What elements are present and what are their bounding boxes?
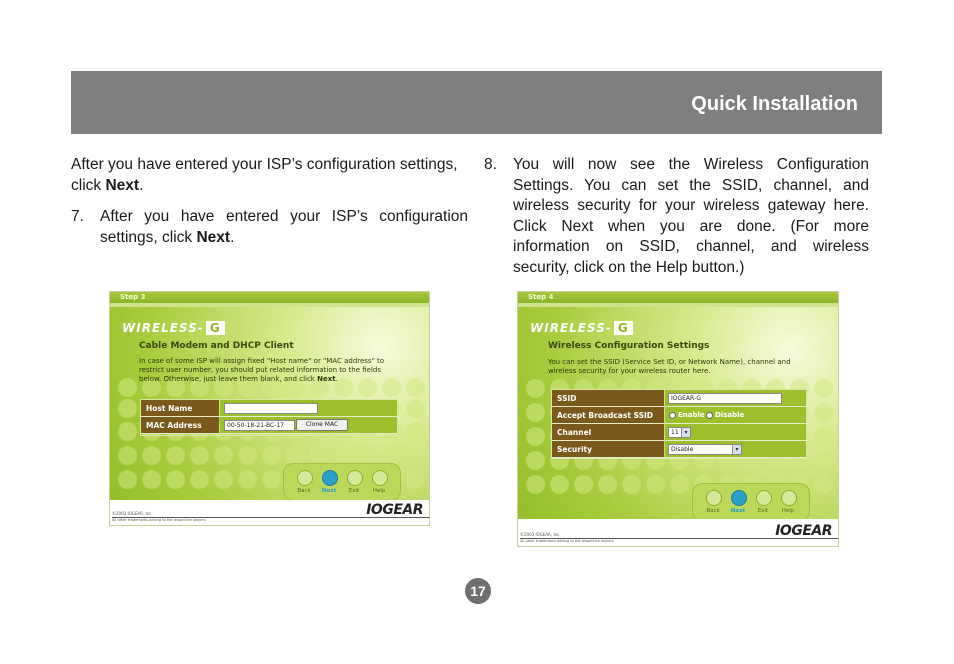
table-row xyxy=(141,400,397,417)
decorative-dot xyxy=(406,446,425,465)
wireless-g-logo: WIRELESS- G xyxy=(122,321,225,335)
field-label: SSID xyxy=(552,390,664,407)
copyright-text: ©2003 IOGEAR, Inc. xyxy=(112,511,153,516)
chevron-down-icon: ▾ xyxy=(681,428,690,437)
exit-button[interactable] xyxy=(347,470,363,486)
enable-radio[interactable]: Enable xyxy=(669,411,705,419)
decorative-dot xyxy=(190,446,209,465)
decorative-dot xyxy=(622,475,641,494)
right-column xyxy=(484,155,869,278)
decorative-dot xyxy=(526,379,545,398)
decorative-dot xyxy=(526,427,545,446)
decorative-dot xyxy=(214,470,233,489)
next-keyword: Next xyxy=(105,176,140,194)
table-row xyxy=(552,407,806,424)
section-description: You can set the SSID (Service Set ID, or Network Name), channel and wireless security for your wireless router here. xyxy=(548,358,791,375)
decorative-dot xyxy=(406,470,425,489)
decorative-dot xyxy=(526,451,545,470)
header-bar xyxy=(71,71,882,134)
channel-select[interactable]: 11 ▾ xyxy=(668,427,691,438)
step-label: Step 3 xyxy=(110,292,429,303)
decorative-dot xyxy=(670,475,689,494)
intro-paragraph: After you have entered your ISP’s configuration settings, click Next. xyxy=(71,156,458,194)
chevron-down-icon: ▾ xyxy=(732,445,741,454)
iogear-logo: IOGEAR xyxy=(366,502,423,518)
decorative-dot xyxy=(526,403,545,422)
decorative-dot xyxy=(214,446,233,465)
decorative-dot xyxy=(574,475,593,494)
list-item-7 xyxy=(71,207,468,248)
trademark-text: All other trademarks belong to the respective owners xyxy=(112,518,206,522)
iogear-logo: IOGEAR xyxy=(775,523,832,539)
step-label: Step 4 xyxy=(518,292,838,303)
section-description: In case of some ISP will assign fixed "Host name" or "MAC address" to restrict user number, you should put related information to the fields below. Otherwise, just leave them blank, and click Next. xyxy=(139,357,385,383)
table-row xyxy=(552,424,806,441)
screenshot-footer xyxy=(110,500,429,525)
exit-button[interactable] xyxy=(756,490,772,506)
settings-table xyxy=(140,399,398,436)
wizard-nav xyxy=(692,483,810,521)
help-button[interactable] xyxy=(781,490,797,506)
security-select[interactable]: Disable ▾ xyxy=(668,444,742,455)
decorative-dot xyxy=(646,475,665,494)
list-number: 8. xyxy=(484,156,497,173)
decorative-dot xyxy=(814,451,833,470)
decorative-dot xyxy=(118,446,137,465)
page-title: Quick Installation xyxy=(691,93,858,115)
mac-address-input[interactable]: 00-50-18-21-BC-17 xyxy=(224,420,295,431)
page-number: 17 xyxy=(465,578,491,604)
wireless-g-logo: WIRELESS- G xyxy=(530,321,633,335)
back-label: Back xyxy=(706,508,720,514)
decorative-dot xyxy=(142,470,161,489)
decorative-dot xyxy=(166,470,185,489)
next-button[interactable] xyxy=(322,470,338,486)
copyright-text: ©2003 IOGEAR, Inc. xyxy=(520,532,561,537)
decorative-dot xyxy=(598,475,617,494)
decorative-dot xyxy=(238,470,257,489)
next-label: Next xyxy=(730,508,746,514)
decorative-dot xyxy=(190,470,209,489)
section-title: Cable Modem and DHCP Client xyxy=(139,341,294,351)
decorative-dot xyxy=(118,378,137,397)
screenshot-step3 xyxy=(109,291,430,526)
decorative-dot xyxy=(238,446,257,465)
decorative-dot xyxy=(814,379,833,398)
decorative-dot xyxy=(118,470,137,489)
list-text: After you have entered your ISP’s configuration settings, click Next. xyxy=(100,208,468,246)
help-label: Help xyxy=(372,488,386,494)
decorative-dot xyxy=(262,446,281,465)
help-button[interactable] xyxy=(372,470,388,486)
back-button[interactable] xyxy=(706,490,722,506)
decorative-dot xyxy=(142,446,161,465)
table-row xyxy=(141,417,397,434)
radio-icon xyxy=(706,412,713,419)
decorative-dot xyxy=(262,470,281,489)
field-label: Channel xyxy=(552,424,664,441)
field-label: Accept Broadcast SSID xyxy=(552,407,664,424)
decorative-dot xyxy=(814,427,833,446)
section-title: Wireless Configuration Settings xyxy=(548,341,710,351)
left-column xyxy=(71,155,468,248)
ssid-input[interactable]: IOGEAR-G xyxy=(668,393,782,404)
wizard-nav xyxy=(283,463,401,501)
trademark-text: All other trademarks belong to the respective owners xyxy=(520,539,614,543)
field-label: Security xyxy=(552,441,664,458)
settings-table xyxy=(551,389,807,459)
table-row xyxy=(552,441,806,458)
decorative-dot xyxy=(526,475,545,494)
decorative-dot xyxy=(118,399,137,418)
disable-radio[interactable]: Disable xyxy=(706,411,744,419)
back-label: Back xyxy=(297,488,311,494)
screenshot-step4 xyxy=(517,291,839,547)
exit-label: Exit xyxy=(348,488,360,494)
help-label: Help xyxy=(781,508,795,514)
decorative-dot xyxy=(166,446,185,465)
clone-mac-button[interactable]: Clone MAC xyxy=(296,419,348,431)
list-item-8 xyxy=(484,155,869,278)
next-label: Next xyxy=(321,488,337,494)
decorative-dot xyxy=(118,422,137,441)
back-button[interactable] xyxy=(297,470,313,486)
radio-icon xyxy=(669,412,676,419)
field-label: Host Name xyxy=(141,400,219,417)
table-row xyxy=(552,390,806,407)
list-number: 7. xyxy=(71,208,84,225)
list-text: You will now see the Wireless Configuration Settings. You can set the SSID, channel, and wireless security for your wireless gateway here. Click Next when you are done. (For more information on SSID, channel, and wireless security, click on the Help button.) xyxy=(513,156,869,276)
decorative-dot xyxy=(406,378,425,397)
next-button[interactable] xyxy=(731,490,747,506)
decorative-dot xyxy=(814,403,833,422)
decorative-dot xyxy=(814,475,833,494)
host-name-input[interactable] xyxy=(224,403,318,414)
decorative-dot xyxy=(406,399,425,418)
exit-label: Exit xyxy=(757,508,769,514)
decorative-dot xyxy=(406,422,425,441)
field-label: MAC Address xyxy=(141,417,219,434)
decorative-dot xyxy=(550,475,569,494)
screenshot-footer xyxy=(518,519,838,546)
